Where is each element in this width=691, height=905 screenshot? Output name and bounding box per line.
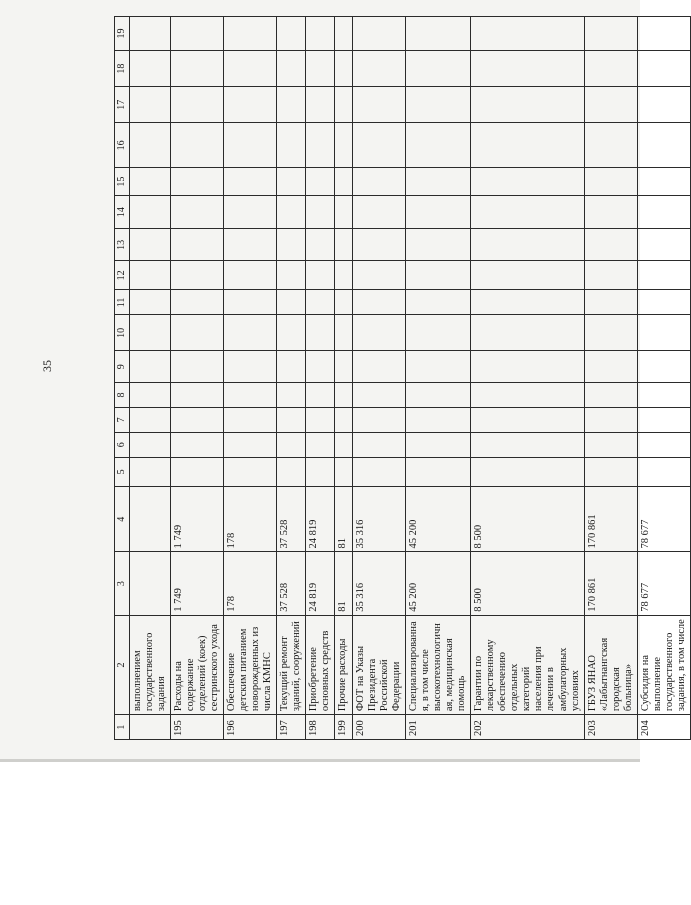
- column-header: 15: [115, 168, 130, 195]
- empty-cell: [306, 432, 335, 457]
- empty-cell: [306, 195, 335, 229]
- budget-table: [114, 16, 691, 740]
- value-col4: 35 316: [352, 486, 405, 552]
- empty-cell: [277, 383, 306, 408]
- empty-cell: [637, 168, 690, 195]
- empty-cell: [584, 407, 637, 432]
- empty-cell: [306, 290, 335, 315]
- empty-cell: [277, 457, 306, 486]
- empty-cell: [637, 290, 690, 315]
- table-row: [405, 17, 470, 740]
- empty-cell: [223, 351, 276, 383]
- table-row: [129, 17, 170, 740]
- empty-cell: [335, 195, 352, 229]
- column-header: 6: [115, 432, 130, 457]
- empty-cell: [223, 315, 276, 351]
- empty-cell: [170, 457, 223, 486]
- empty-cell: [223, 87, 276, 123]
- empty-cell: [637, 432, 690, 457]
- empty-cell: [306, 315, 335, 351]
- value-col3: 35 316: [352, 552, 405, 615]
- empty-cell: [352, 229, 405, 261]
- value-col4: 37 528: [277, 486, 306, 552]
- empty-cell: [306, 87, 335, 123]
- empty-cell: [306, 51, 335, 87]
- column-header: 9: [115, 351, 130, 383]
- value-col4: 170 861: [584, 486, 637, 552]
- column-header: 11: [115, 290, 130, 315]
- empty-cell: [584, 261, 637, 290]
- column-header: 10: [115, 315, 130, 351]
- empty-cell: [335, 168, 352, 195]
- empty-cell: [584, 168, 637, 195]
- empty-cell: [170, 432, 223, 457]
- value-col4: 1 749: [170, 486, 223, 552]
- empty-cell: [584, 51, 637, 87]
- empty-cell: [471, 51, 585, 87]
- value-col3: 170 861: [584, 552, 637, 615]
- empty-cell: [129, 123, 170, 168]
- empty-cell: [129, 457, 170, 486]
- empty-cell: [306, 383, 335, 408]
- empty-cell: [277, 51, 306, 87]
- empty-cell: [306, 17, 335, 51]
- empty-cell: [637, 383, 690, 408]
- row-name: Обеспечение детским питанием новорожденных из числа КМНС: [223, 615, 276, 714]
- empty-cell: [277, 351, 306, 383]
- empty-cell: [170, 351, 223, 383]
- value-col3: [129, 552, 170, 615]
- row-name: ФОТ на Указы Президента Российской Федерации: [352, 615, 405, 714]
- row-number: 198: [306, 715, 335, 740]
- empty-cell: [277, 432, 306, 457]
- empty-cell: [170, 290, 223, 315]
- empty-cell: [129, 87, 170, 123]
- empty-cell: [335, 383, 352, 408]
- empty-cell: [223, 432, 276, 457]
- row-number: 195: [170, 715, 223, 740]
- empty-cell: [335, 229, 352, 261]
- table-header-row: [115, 17, 130, 740]
- empty-cell: [405, 51, 470, 87]
- empty-cell: [223, 229, 276, 261]
- row-name: Расходы на содержание отделений (коек) сестринского ухода: [170, 615, 223, 714]
- empty-cell: [637, 87, 690, 123]
- empty-cell: [584, 315, 637, 351]
- row-number: 196: [223, 715, 276, 740]
- empty-cell: [335, 290, 352, 315]
- empty-cell: [584, 432, 637, 457]
- empty-cell: [471, 432, 585, 457]
- empty-cell: [223, 261, 276, 290]
- row-number: 202: [471, 715, 585, 740]
- empty-cell: [129, 383, 170, 408]
- empty-cell: [352, 51, 405, 87]
- empty-cell: [405, 87, 470, 123]
- empty-cell: [471, 123, 585, 168]
- empty-cell: [129, 17, 170, 51]
- table-row: [170, 17, 223, 740]
- empty-cell: [352, 195, 405, 229]
- empty-cell: [223, 457, 276, 486]
- column-header: 7: [115, 407, 130, 432]
- value-col3: 24 819: [306, 552, 335, 615]
- row-name: Гарантии по лекарственному обеспечению отдельных категорий населения при лечении в амбулаторных условиях: [471, 615, 585, 714]
- empty-cell: [471, 229, 585, 261]
- empty-cell: [352, 123, 405, 168]
- empty-cell: [584, 195, 637, 229]
- empty-cell: [352, 17, 405, 51]
- empty-cell: [405, 315, 470, 351]
- row-number: 200: [352, 715, 405, 740]
- empty-cell: [306, 261, 335, 290]
- empty-cell: [471, 290, 585, 315]
- column-header: 16: [115, 123, 130, 168]
- empty-cell: [335, 123, 352, 168]
- row-number: [129, 715, 170, 740]
- empty-cell: [471, 407, 585, 432]
- empty-cell: [637, 195, 690, 229]
- empty-cell: [277, 87, 306, 123]
- empty-cell: [129, 290, 170, 315]
- empty-cell: [405, 261, 470, 290]
- row-name: ГБУЗ ЯНАО «Лабытнангская городская больница»: [584, 615, 637, 714]
- empty-cell: [584, 87, 637, 123]
- table-row: [223, 17, 276, 740]
- value-col4: 45 200: [405, 486, 470, 552]
- empty-cell: [584, 351, 637, 383]
- value-col4: [129, 486, 170, 552]
- empty-cell: [223, 51, 276, 87]
- empty-cell: [405, 229, 470, 261]
- empty-cell: [584, 229, 637, 261]
- empty-cell: [584, 290, 637, 315]
- empty-cell: [405, 457, 470, 486]
- empty-cell: [277, 123, 306, 168]
- column-header: 18: [115, 51, 130, 87]
- empty-cell: [277, 407, 306, 432]
- empty-cell: [584, 383, 637, 408]
- empty-cell: [471, 457, 585, 486]
- empty-cell: [170, 261, 223, 290]
- empty-cell: [223, 17, 276, 51]
- empty-cell: [471, 315, 585, 351]
- column-header: 19: [115, 17, 130, 51]
- value-col3: 78 677: [637, 552, 690, 615]
- empty-cell: [405, 17, 470, 51]
- empty-cell: [335, 51, 352, 87]
- empty-cell: [637, 51, 690, 87]
- table-row: [306, 17, 335, 740]
- empty-cell: [129, 195, 170, 229]
- empty-cell: [277, 168, 306, 195]
- empty-cell: [352, 290, 405, 315]
- empty-cell: [352, 351, 405, 383]
- empty-cell: [223, 383, 276, 408]
- value-col3: 45 200: [405, 552, 470, 615]
- empty-cell: [335, 457, 352, 486]
- row-name: Прочие расходы: [335, 615, 352, 714]
- column-header: 8: [115, 383, 130, 408]
- empty-cell: [170, 87, 223, 123]
- empty-cell: [170, 315, 223, 351]
- empty-cell: [223, 123, 276, 168]
- table-row: [335, 17, 352, 740]
- value-col3: 8 500: [471, 552, 585, 615]
- column-header: 3: [115, 552, 130, 615]
- table-row: [471, 17, 585, 740]
- empty-cell: [352, 168, 405, 195]
- empty-cell: [405, 351, 470, 383]
- empty-cell: [335, 261, 352, 290]
- empty-cell: [637, 457, 690, 486]
- empty-cell: [471, 17, 585, 51]
- empty-cell: [637, 17, 690, 51]
- empty-cell: [223, 195, 276, 229]
- empty-cell: [352, 87, 405, 123]
- empty-cell: [170, 407, 223, 432]
- empty-cell: [335, 87, 352, 123]
- empty-cell: [306, 123, 335, 168]
- value-col3: 81: [335, 552, 352, 615]
- row-name: Приобретение основных средств: [306, 615, 335, 714]
- empty-cell: [584, 123, 637, 168]
- empty-cell: [277, 195, 306, 229]
- empty-cell: [471, 383, 585, 408]
- value-col4: 178: [223, 486, 276, 552]
- row-name: Специализированная, в том числе высокотехнологичная, медицинская помощь: [405, 615, 470, 714]
- empty-cell: [352, 315, 405, 351]
- empty-cell: [471, 195, 585, 229]
- empty-cell: [405, 432, 470, 457]
- column-header: 4: [115, 486, 130, 552]
- empty-cell: [306, 457, 335, 486]
- empty-cell: [637, 261, 690, 290]
- empty-cell: [129, 168, 170, 195]
- empty-cell: [335, 432, 352, 457]
- empty-cell: [335, 407, 352, 432]
- empty-cell: [637, 123, 690, 168]
- empty-cell: [277, 290, 306, 315]
- column-header: 2: [115, 615, 130, 714]
- empty-cell: [405, 383, 470, 408]
- empty-cell: [405, 290, 470, 315]
- column-header: 5: [115, 457, 130, 486]
- row-name: Субсидия на выполнение государственного задания, в том числе: [637, 615, 690, 714]
- empty-cell: [129, 432, 170, 457]
- empty-cell: [405, 195, 470, 229]
- empty-cell: [223, 168, 276, 195]
- row-number: 199: [335, 715, 352, 740]
- value-col3: 37 528: [277, 552, 306, 615]
- empty-cell: [170, 383, 223, 408]
- row-number: 203: [584, 715, 637, 740]
- empty-cell: [170, 51, 223, 87]
- table-row: [584, 17, 637, 740]
- column-header: 1: [115, 715, 130, 740]
- empty-cell: [306, 407, 335, 432]
- value-col4: 8 500: [471, 486, 585, 552]
- empty-cell: [129, 315, 170, 351]
- empty-cell: [637, 229, 690, 261]
- empty-cell: [352, 432, 405, 457]
- row-name: Текущий ремонт зданий, сооружений: [277, 615, 306, 714]
- empty-cell: [170, 123, 223, 168]
- empty-cell: [170, 17, 223, 51]
- table-row: [277, 17, 306, 740]
- value-col4: 78 677: [637, 486, 690, 552]
- column-header: 17: [115, 87, 130, 123]
- empty-cell: [223, 290, 276, 315]
- empty-cell: [170, 168, 223, 195]
- value-col4: 81: [335, 486, 352, 552]
- empty-cell: [352, 457, 405, 486]
- empty-cell: [405, 123, 470, 168]
- empty-cell: [352, 383, 405, 408]
- empty-cell: [129, 407, 170, 432]
- empty-cell: [335, 17, 352, 51]
- empty-cell: [335, 315, 352, 351]
- empty-cell: [637, 407, 690, 432]
- empty-cell: [129, 229, 170, 261]
- empty-cell: [471, 168, 585, 195]
- empty-cell: [584, 457, 637, 486]
- table-row: [637, 17, 690, 740]
- empty-cell: [277, 261, 306, 290]
- empty-cell: [306, 168, 335, 195]
- empty-cell: [352, 261, 405, 290]
- table-row: [352, 17, 405, 740]
- empty-cell: [471, 261, 585, 290]
- row-name: выполнением государственного задания: [129, 615, 170, 714]
- page-number: 35: [40, 360, 54, 372]
- column-header: 13: [115, 229, 130, 261]
- empty-cell: [170, 229, 223, 261]
- empty-cell: [335, 351, 352, 383]
- empty-cell: [405, 407, 470, 432]
- rotated-table-container: [114, 16, 688, 740]
- empty-cell: [129, 351, 170, 383]
- row-number: 197: [277, 715, 306, 740]
- empty-cell: [277, 229, 306, 261]
- value-col4: 24 819: [306, 486, 335, 552]
- empty-cell: [129, 261, 170, 290]
- value-col3: 1 749: [170, 552, 223, 615]
- empty-cell: [637, 351, 690, 383]
- row-number: 204: [637, 715, 690, 740]
- empty-cell: [223, 407, 276, 432]
- empty-cell: [277, 17, 306, 51]
- empty-cell: [306, 351, 335, 383]
- empty-cell: [129, 51, 170, 87]
- empty-cell: [306, 229, 335, 261]
- empty-cell: [170, 195, 223, 229]
- empty-cell: [637, 315, 690, 351]
- empty-cell: [277, 315, 306, 351]
- empty-cell: [471, 351, 585, 383]
- empty-cell: [352, 407, 405, 432]
- empty-cell: [471, 87, 585, 123]
- value-col3: 178: [223, 552, 276, 615]
- column-header: 12: [115, 261, 130, 290]
- empty-cell: [405, 168, 470, 195]
- column-header: 14: [115, 195, 130, 229]
- empty-cell: [584, 17, 637, 51]
- row-number: 201: [405, 715, 470, 740]
